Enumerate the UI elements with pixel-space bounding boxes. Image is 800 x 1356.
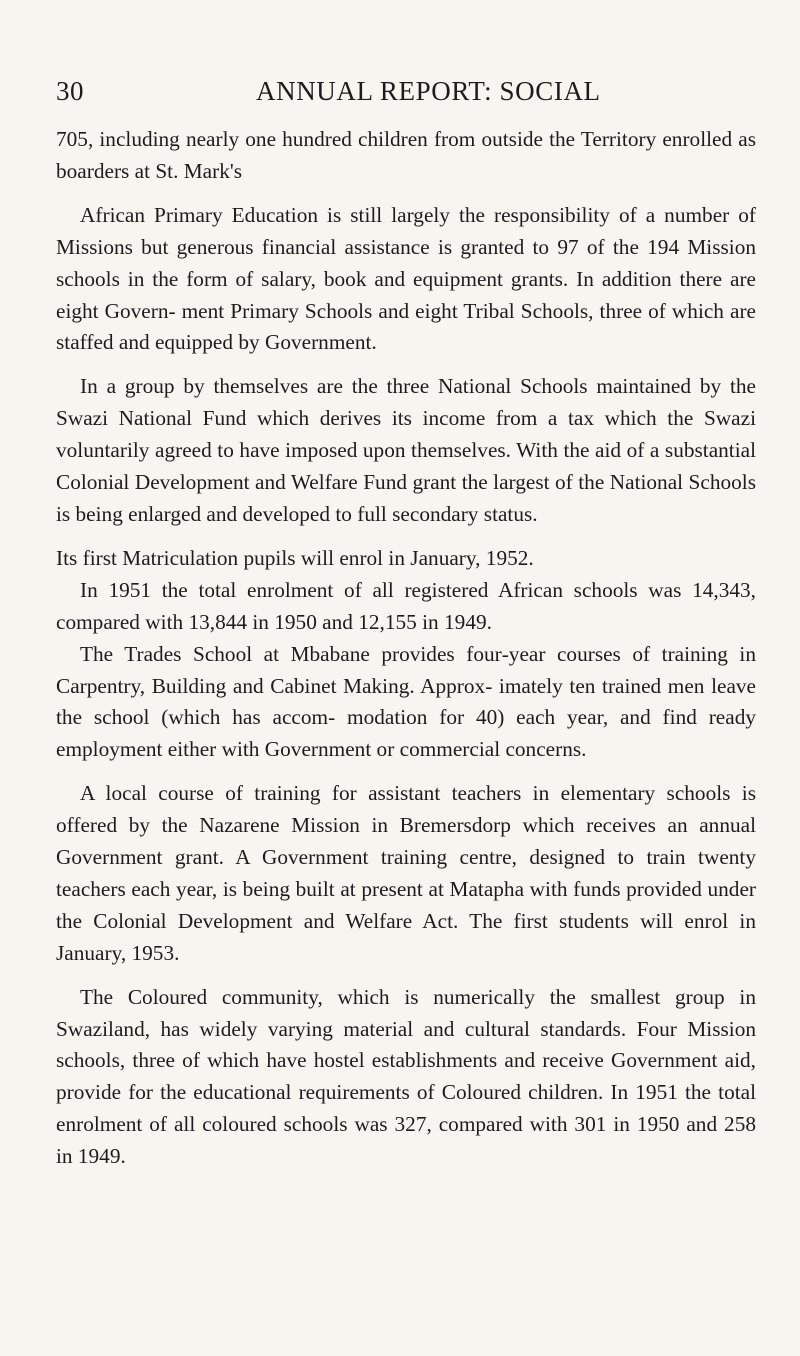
paragraph-enrolment-1951: In 1951 the total enrolment of all registered African schools was 14,343, compared with 13,844 in 1950 and 12,155 in 1949. — [56, 577, 756, 634]
paragraph-continuation: 705, including nearly one hundred children from outside the Territory enrolled as boarders at St. Mark's — [56, 127, 756, 183]
page-number: 30 — [56, 76, 84, 106]
paragraph-trades-school: The Trades School at Mbabane provides four‐year courses of training in Carpentry, Building and Cabinet Making. Approx‐ imately ten trained men leave the school (which has accom‐ modation for 40) each year, and find ready employment either with Government or commercial concerns. — [56, 641, 756, 762]
paragraph-national-schools: In a group by themselves are the three National Schools maintained by the Swazi National Fund which derives its income from a tax which the Swazi voluntarily agreed to have imposed upon themselves. With the aid of a substantial Colonial Development and Welfare Fund grant the largest of the National Schools is being enlarged and developed to full secondary status. — [56, 374, 756, 526]
paragraph-teacher-training: A local course of training for assistant teachers in elementary schools is offered by the Nazarene Mission in Bremersdorp which receives an annual Government grant. A Government training centre, designed to train twenty teachers each year, is being built at present at Matapha with funds provided under the Colonial Development and Welfare Act. The first students will enrol in January, 1953. — [56, 781, 756, 965]
paragraph-african-primary-education: African Primary Education is still largely the responsibility of a number of Missions but generous financial assistance is granted to 97 of the 194 Mission schools in the form of salary, book and equipment grants. In addition there are eight Govern‐ ment Primary Schools and eight Tribal Schools, three of which are staffed and equipped by Government. — [56, 202, 756, 355]
paragraph-coloured-community: The Coloured community, which is numerically the smallest group in Swaziland, has widely varying material and cultural standards. Four Mission schools, three of which have hostel establishments and receive Government aid, provide for the educational requirements of Coloured children. In 1951 the total enrolment of all coloured schools was 327, compared with 301 in 1950 and 258 in 1949. — [56, 984, 756, 1169]
body-text — [56, 124, 756, 1185]
running-head-title: ANNUAL REPORT: SOCIAL — [256, 76, 601, 106]
page-header — [56, 76, 746, 116]
paragraph-matriculation: Its first Matriculation pupils will enrol in January, 1952. — [56, 545, 534, 570]
